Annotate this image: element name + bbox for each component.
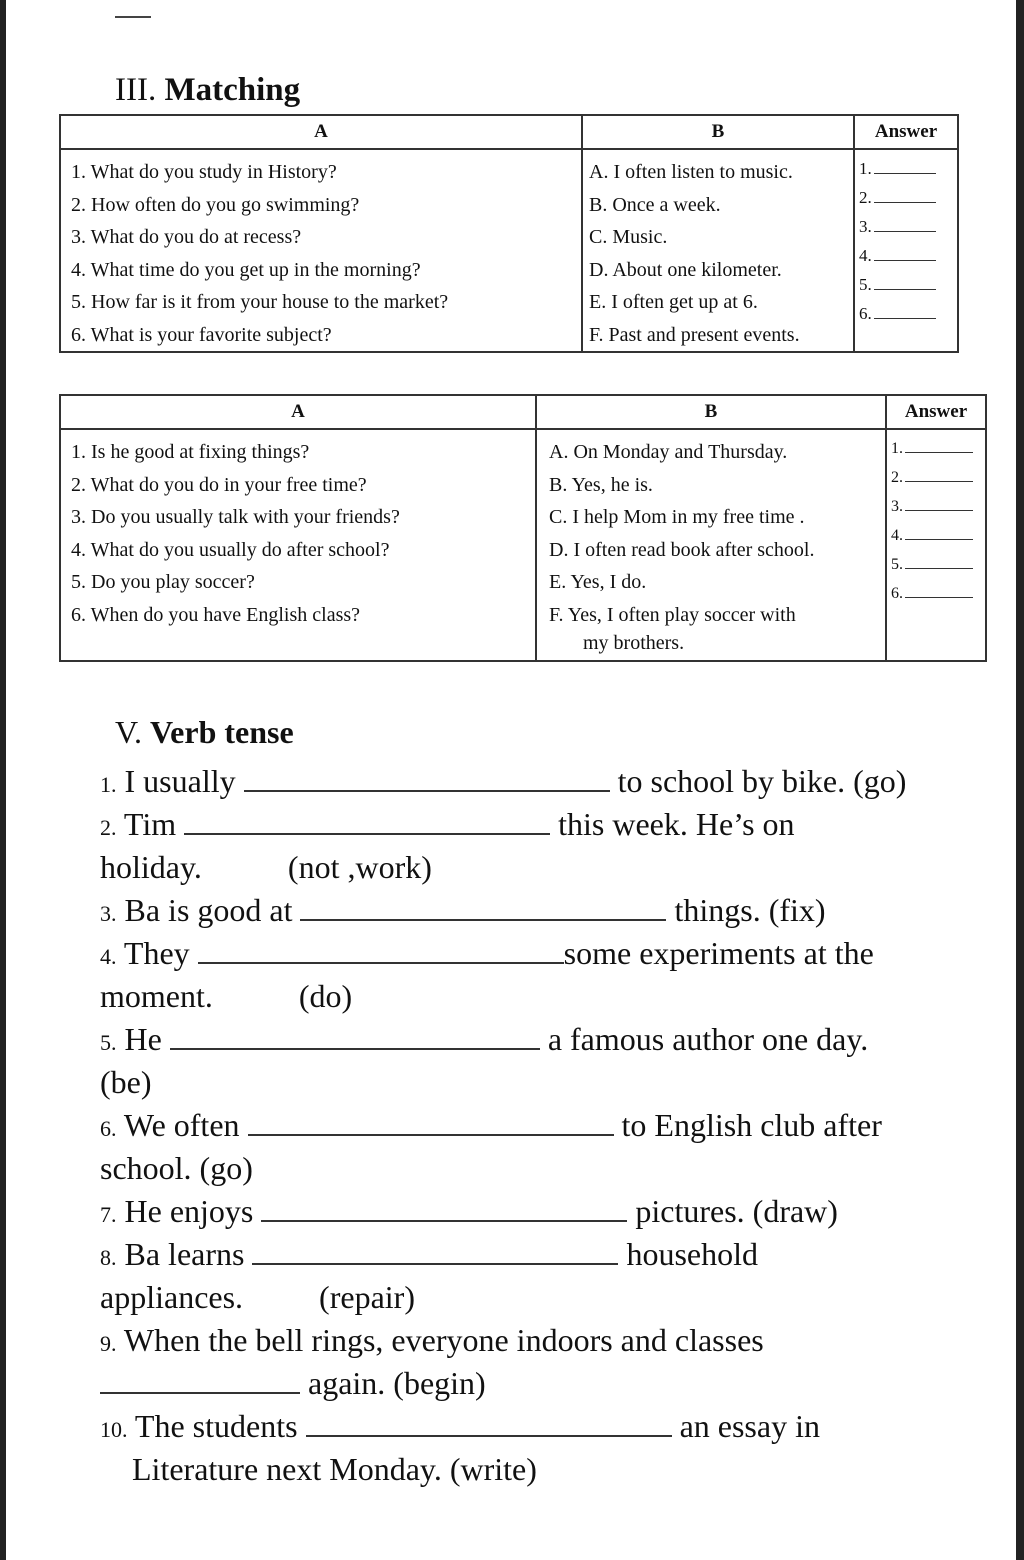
- table2-answer-slot[interactable]: [891, 434, 985, 463]
- answer-blank[interactable]: [100, 1364, 300, 1394]
- question-text: They: [123, 935, 190, 971]
- table1-answer-slot[interactable]: [859, 154, 957, 183]
- answer-blank[interactable]: [184, 805, 550, 835]
- verb-question-10: [100, 1405, 1000, 1448]
- table1-option: C. Music.: [589, 226, 668, 248]
- table2-question: 1. Is he good at fixing things?: [71, 441, 310, 463]
- answer-label: 4.: [891, 527, 903, 544]
- answer-label: 6.: [891, 585, 903, 602]
- verb-question-6: [100, 1104, 1000, 1147]
- table2-answer-slot[interactable]: [891, 463, 985, 492]
- table1-question: 3. What do you do at recess?: [71, 226, 302, 248]
- table2-question: 6. When do you have English class?: [71, 603, 361, 626]
- answer-blank[interactable]: [198, 934, 564, 964]
- verb-title-text: Verb tense: [149, 714, 294, 750]
- table1-option: A. I often listen to music.: [589, 161, 793, 183]
- page-border-right: [1016, 0, 1024, 1560]
- table1-col-a: [60, 149, 582, 352]
- matching-table-1: [59, 114, 959, 353]
- table2-option: E. Yes, I do.: [549, 571, 647, 593]
- answer-blank[interactable]: [874, 184, 936, 203]
- question-text: Literature next Monday. (write): [132, 1451, 537, 1487]
- question-text: to English club after: [621, 1107, 882, 1143]
- table1-question: 1. What do you study in History?: [71, 161, 337, 183]
- matching-title-text: Matching: [164, 72, 301, 108]
- verb-title-num: V.: [115, 714, 142, 750]
- question-text: When the bell rings, everyone indoors and classes: [123, 1322, 764, 1358]
- table1-question: 6. What is your favorite subject?: [71, 323, 332, 346]
- page-border-left: [0, 0, 6, 1560]
- table2-option: D. I often read book after school.: [549, 538, 815, 561]
- question-text: The students: [134, 1408, 298, 1444]
- answer-blank[interactable]: [905, 492, 973, 511]
- question-text: Ba learns: [124, 1236, 245, 1272]
- verb-question-2: [100, 803, 1000, 846]
- question-text: a famous author one day.: [547, 1021, 869, 1057]
- table1-answer-slot[interactable]: [859, 183, 957, 212]
- verb-question-6-continued: [100, 1147, 1000, 1190]
- question-text: He: [124, 1021, 162, 1057]
- table1-option: B. Once a week.: [589, 193, 721, 216]
- answer-label: 3.: [891, 498, 903, 515]
- answer-blank[interactable]: [905, 579, 973, 598]
- answer-blank[interactable]: [905, 434, 973, 453]
- question-text: I usually: [124, 763, 236, 799]
- table2-answer-col: [886, 429, 986, 661]
- question-number: 7.: [100, 1202, 117, 1227]
- table2-question: 3. Do you usually talk with your friends?: [71, 506, 400, 528]
- question-text: again. (begin): [308, 1365, 486, 1401]
- answer-blank[interactable]: [874, 300, 936, 319]
- answer-blank[interactable]: [244, 762, 610, 792]
- verb-hint: (do): [298, 978, 353, 1014]
- answer-blank[interactable]: [252, 1235, 618, 1265]
- table1-question: 2. How often do you go swimming?: [71, 193, 360, 216]
- question-number: 5.: [100, 1030, 117, 1055]
- answer-label: 5.: [891, 556, 903, 573]
- verb-question-4: [100, 932, 1000, 975]
- answer-blank[interactable]: [248, 1106, 614, 1136]
- table1-answer-slot[interactable]: [859, 212, 957, 241]
- matching-title: [115, 72, 300, 109]
- table2-question: 5. Do you play soccer?: [71, 571, 255, 593]
- question-number: 9.: [100, 1331, 117, 1356]
- question-text: an essay in: [679, 1408, 820, 1444]
- table2-header-b: B: [536, 395, 886, 429]
- question-text: holiday.: [100, 849, 202, 885]
- answer-label: 4.: [859, 246, 872, 265]
- question-text: some experiments at the: [563, 935, 874, 971]
- verb-question-3: [100, 889, 1000, 932]
- verb-question-8-continued: [100, 1276, 1000, 1319]
- table1-answer-col: [854, 149, 958, 352]
- question-text: appliances.: [100, 1279, 244, 1315]
- answer-label: 5.: [859, 275, 872, 294]
- question-number: 10.: [100, 1417, 128, 1442]
- table2-answer-slot[interactable]: [891, 492, 985, 521]
- answer-blank[interactable]: [300, 891, 666, 921]
- verb-hint: (not ,work): [287, 849, 432, 885]
- verb-question-9-continued: [100, 1362, 1000, 1405]
- question-number: 6.: [100, 1116, 117, 1141]
- question-text: He enjoys: [124, 1193, 254, 1229]
- table2-col-b: [536, 429, 886, 661]
- question-number: 2.: [100, 815, 117, 840]
- verb-tense-title: [115, 714, 294, 751]
- verb-tense-exercises: [100, 760, 1000, 1491]
- answer-label: 1.: [891, 440, 903, 457]
- table2-answer-slot[interactable]: [891, 579, 985, 608]
- table2-answer-slot[interactable]: [891, 521, 985, 550]
- answer-blank[interactable]: [306, 1407, 672, 1437]
- verb-question-7: [100, 1190, 1000, 1233]
- top-dash: [115, 16, 151, 18]
- table2-option: A. On Monday and Thursday.: [549, 441, 788, 463]
- verb-question-4-continued: [100, 975, 1000, 1018]
- table1-answer-slot[interactable]: [859, 241, 957, 270]
- question-number: 3.: [100, 901, 117, 926]
- answer-label: 3.: [859, 217, 872, 236]
- table2-option-continued: my brothers.: [583, 632, 685, 654]
- question-text: pictures. (draw): [635, 1193, 838, 1229]
- question-text: this week. He’s on: [558, 806, 795, 842]
- answer-blank[interactable]: [874, 271, 936, 290]
- table1-option: E. I often get up at 6.: [589, 291, 758, 313]
- verb-hint: (repair): [319, 1279, 415, 1315]
- table1-header-a: A: [60, 115, 582, 149]
- answer-label: 1.: [859, 159, 872, 178]
- answer-blank[interactable]: [874, 242, 936, 261]
- table2-col-a: [60, 429, 536, 661]
- question-number: 8.: [100, 1245, 117, 1270]
- question-text: things. (fix): [674, 892, 826, 928]
- table2-option: F. Yes, I often play soccer with: [549, 603, 796, 626]
- verb-question-5-continued: [100, 1061, 1000, 1104]
- question-number: 4.: [100, 944, 117, 969]
- answer-blank[interactable]: [905, 550, 973, 569]
- table1-header-answer: Answer: [854, 115, 958, 149]
- table1-col-b: [582, 149, 854, 352]
- verb-question-9: [100, 1319, 1000, 1362]
- table1-option: F. Past and present events.: [589, 323, 800, 346]
- table1-question: 4. What time do you get up in the morning?: [71, 258, 421, 281]
- question-text: Ba is good at: [124, 892, 293, 928]
- table2-header-a: A: [60, 395, 536, 429]
- question-text: school. (go): [100, 1150, 253, 1186]
- question-text: to school by bike. (go): [617, 763, 907, 799]
- verb-question-8: [100, 1233, 1000, 1276]
- table2-option: C. I help Mom in my free time .: [549, 506, 805, 528]
- table2-question: 2. What do you do in your free time?: [71, 473, 367, 496]
- table2-option: B. Yes, he is.: [549, 473, 653, 496]
- answer-blank[interactable]: [874, 213, 936, 232]
- answer-label: 2.: [891, 469, 903, 486]
- table1-answer-slot[interactable]: [859, 299, 957, 328]
- matching-table-2: [59, 394, 987, 662]
- verb-hint: (be): [100, 1064, 152, 1100]
- question-number: 1.: [100, 772, 117, 797]
- question-text: household: [626, 1236, 758, 1272]
- answer-blank[interactable]: [905, 463, 973, 482]
- answer-blank[interactable]: [874, 155, 936, 174]
- table1-option: D. About one kilometer.: [589, 258, 782, 281]
- answer-label: 2.: [859, 188, 872, 207]
- table1-question: 5. How far is it from your house to the market?: [71, 291, 449, 313]
- table2-question: 4. What do you usually do after school?: [71, 538, 390, 561]
- question-text: moment.: [100, 978, 213, 1014]
- answer-blank[interactable]: [261, 1192, 627, 1222]
- table1-answer-slot[interactable]: [859, 270, 957, 299]
- table2-header-answer: Answer: [886, 395, 986, 429]
- table2-answer-slot[interactable]: [891, 550, 985, 579]
- verb-question-5: [100, 1018, 1000, 1061]
- question-text: Tim: [123, 806, 177, 842]
- table1-header-b: B: [582, 115, 854, 149]
- verb-question-1: [100, 760, 1000, 803]
- answer-blank[interactable]: [170, 1020, 540, 1050]
- question-text: We often: [123, 1107, 240, 1143]
- verb-question-10-continued: [100, 1448, 1000, 1491]
- answer-label: 6.: [859, 304, 872, 323]
- answer-blank[interactable]: [905, 521, 973, 540]
- verb-question-2-continued: [100, 846, 1000, 889]
- matching-title-num: III.: [115, 72, 157, 108]
